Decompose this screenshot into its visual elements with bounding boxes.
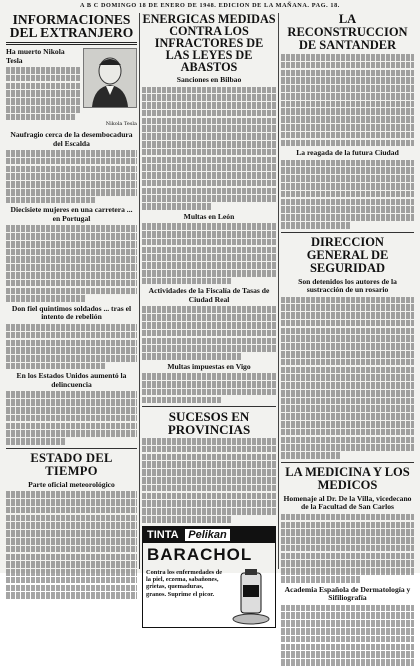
ad-brand-pelikan: Pelikan (185, 529, 230, 541)
story-body (6, 225, 137, 302)
column-3 (281, 12, 414, 603)
story-headline: Ha muerto Nikola Tesla (6, 47, 65, 65)
column-1 (6, 13, 137, 569)
story-headline: Actividades de la Fiscalía de Tasas de Ciudad Real (148, 286, 270, 304)
page-header: A B C DOMINGO 18 DE ENERO DE 1948. EDICION DE LA MAÑANA. PAG. 18. (80, 2, 340, 9)
story-body (281, 297, 414, 459)
story-headline: Don fiel quintimos soldados ... tras el intento de rebelión (11, 303, 132, 322)
story-body (6, 324, 137, 370)
section-title: LA RECONSTRUCCION DE SANTANDER (287, 12, 408, 52)
story-headline: Academia Española de Dermatología y Sifiliografía (284, 584, 411, 603)
ad-copy: Contra los enfermedades de la piel, eczema, sabañones, grietas, quemaduras, granos. Suprime el picor. (146, 568, 223, 598)
advertisement (142, 526, 276, 628)
column-rule (278, 13, 279, 569)
divider (6, 448, 137, 449)
story-body (142, 373, 276, 403)
divider (6, 42, 137, 45)
ad-product-name: BARACHOL (147, 544, 253, 564)
section-title: LA MEDICINA Y LOS MEDICOS (285, 464, 410, 492)
story-headline: Multas en León (183, 211, 235, 221)
story-headline: Sanciones en Bilbao (176, 75, 242, 84)
story-headline: Diecisiete mujeres en una carretera ... en Portugal (10, 205, 133, 223)
story-headline: La reagada de la futura Ciudad (296, 148, 399, 158)
ad-illustration (227, 567, 275, 627)
portrait-image (84, 49, 136, 107)
section-title: INFORMACIONES DEL EXTRANJERO (9, 12, 134, 40)
story-body (6, 150, 137, 203)
story-subhead: Son detenidos los autores de la sustracción de un rosario (298, 276, 397, 295)
section-title: SUCESOS EN PROVINCIAS (167, 409, 251, 438)
story-subhead: Parte oficial meteorológico (28, 479, 115, 489)
story-headline: Multas impuestas en Vigo (167, 361, 251, 371)
story-body (6, 491, 137, 599)
ad-product-image (227, 567, 275, 627)
story-body (281, 160, 414, 229)
story-body (281, 605, 414, 666)
story-body (142, 438, 276, 522)
story-body (281, 54, 414, 146)
column-rule (139, 13, 140, 569)
story-body (281, 514, 414, 583)
story-body (142, 223, 276, 284)
ad-brand: TINTA (147, 528, 179, 541)
photo-caption: Nikola Tesla (105, 121, 137, 128)
portrait-photo (83, 48, 137, 108)
story-body (142, 87, 276, 210)
divider (281, 462, 414, 463)
story-headline: En los Estados Unidos aumentó la delincuencia (16, 371, 127, 389)
ad-banner-tinta (143, 527, 275, 543)
divider (281, 232, 414, 233)
story-body (142, 306, 276, 359)
section-title: DIRECCION GENERAL DE SEGURIDAD (306, 234, 389, 275)
divider (142, 406, 276, 407)
column-2 (142, 12, 276, 598)
story-headline: Naufragio cerca de la desembocadura del Escalda (10, 130, 133, 148)
story-body (6, 391, 137, 444)
story-subhead: Homenaje al Dr. De la Villa, vicedecano de la Facultad de San Carlos (283, 493, 412, 512)
section-title: ESTADO DEL TIEMPO (30, 450, 113, 478)
section-title: ENERGICAS MEDIDAS CONTRA LOS INFRACTORES DE LAS LEYES DE ABASTOS (142, 12, 276, 74)
